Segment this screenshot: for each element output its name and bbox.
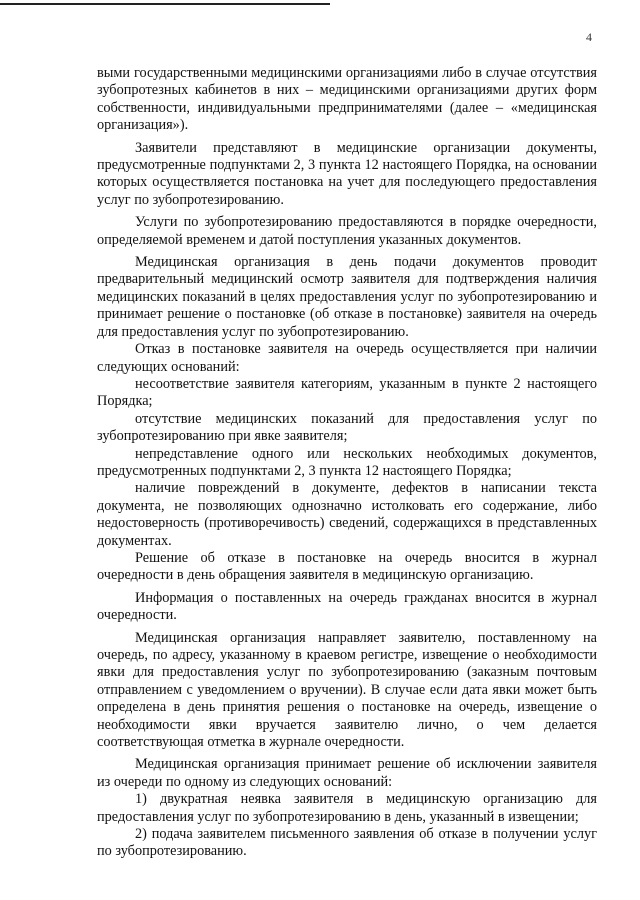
paragraph: Заявители представляют в медицинские организации документы, предусмотренные подпунктами 2, 3 пункта 12 настоящего Порядка, на основании которых осуществляется постановка на учет для последующего предоставления услуг по зубопротезированию. [97, 139, 597, 208]
header-rule [0, 3, 330, 5]
list-item: 1) двукратная неявка заявителя в медицинскую организацию для предоставления услуг по зубопротезированию в день, указанный в извещении; [97, 791, 597, 825]
list-item: непредставление одного или нескольких необходимых документов, предусмотренных подпунктами 2, 3 пункта 12 настоящего Порядка; [97, 445, 597, 479]
list-item: наличие повреждений в документе, дефектов в написании текста документа, не позволяющих однозначно истолковать его содержание, либо недостоверность (противоречивость) сведений, содержащихся в представленных документах. [97, 480, 597, 549]
paragraph: Отказ в постановке заявителя на очередь осуществляется при наличии следующих оснований: [97, 341, 597, 375]
list-item: 2) подача заявителем письменного заявления об отказе в получении услуг по зубопротезированию. [97, 826, 597, 860]
paragraph: Медицинская организация в день подачи документов проводит предварительный медицинский осмотр заявителя для подтверждения наличия медицинских показаний в целях предоставления услуг по зубопротезированию и принимает решение о постановке (об отказе в постановке) заявителя на очередь для предоставления услуг по зубопротезированию. [97, 254, 597, 340]
paragraph: Информация о поставленных на очередь гражданах вносится в журнал очередности. [97, 589, 597, 624]
list-item: несоответствие заявителя категориям, указанным в пункте 2 настоящего Порядка; [97, 375, 597, 410]
paragraph: Услуги по зубопротезированию предоставляются в порядке очередности, определяемой временем и датой поступления указанных документов. [97, 214, 597, 248]
page-number: 4 [586, 30, 592, 44]
paragraph: Решение об отказе в постановке на очередь вносится в журнал очередности в день обращения заявителя в медицинскую организацию. [97, 549, 597, 584]
paragraph: Медицинская организация направляет заявителю, поставленному на очередь, по адресу, указанному в краевом регистре, извещение о необходимости явки для предоставления услуг по зубопротезированию (заказным почтовым отправлением с уведомлением о вручении). В случае если дата явки может быть определена в день принятия решения о постановке на очередь, извещение о необходимости явки вручается заявителю лично, о чем делается соответствующая отметка в журнале очередности. [97, 629, 597, 751]
paragraph: Медицинская организация принимает решение об исключении заявителя из очереди по одному из следующих оснований: [97, 756, 597, 790]
list-item: отсутствие медицинских показаний для предоставления услуг по зубопротезированию при явке заявителя; [97, 410, 597, 445]
paragraph: выми государственными медицинскими организациями либо в случае отсутствия зубопротезных кабинетов в них – медицинскими организациями других форм собственности, индивидуальными предпринимателями (далее – «медицинская организация»). [97, 65, 597, 134]
document-body [97, 65, 597, 861]
